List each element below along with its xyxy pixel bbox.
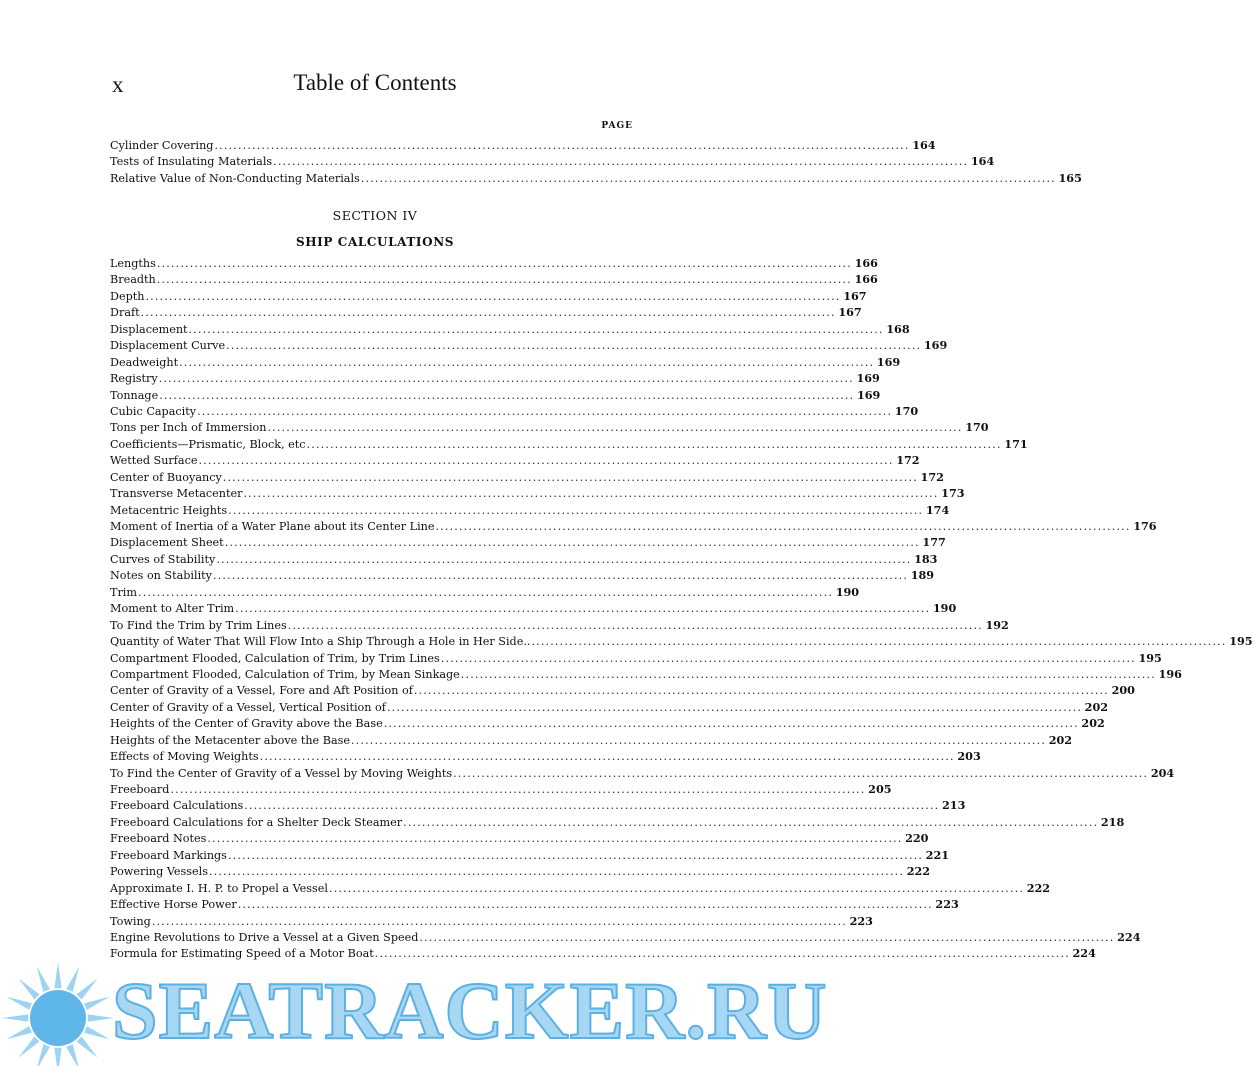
dot-leader: [209, 864, 904, 880]
sun-ray: [37, 966, 50, 992]
dot-leader: [351, 733, 1046, 749]
dot-leader: [414, 683, 1109, 699]
toc-entry-title: Heights of the Metacenter above the Base: [110, 733, 350, 747]
toc-entry-page: 205: [868, 782, 892, 796]
toc-entry: [110, 847, 950, 863]
sun-ray: [6, 1026, 32, 1039]
toc-entry: [110, 650, 1162, 666]
dot-leader: [384, 716, 1079, 732]
toc-entry-page: 202: [1084, 699, 1109, 714]
toc-entry: [110, 633, 1253, 649]
dot-leader: [329, 881, 1024, 897]
dot-leader: [387, 700, 1082, 716]
toc-entry-title: Compartment Flooded, Calculation of Trim, by Trim Lines: [110, 651, 440, 665]
toc-entry-page: 168: [886, 321, 910, 336]
toc-entry: [110, 354, 901, 370]
toc-entry-page: 166: [854, 256, 878, 270]
toc-entry: [110, 715, 1105, 731]
toc-entry-title: Moment of Inertia of a Water Plane about its Center Line: [110, 520, 435, 533]
sun-ray: [77, 1037, 98, 1058]
section-number: SECTION IV: [332, 208, 418, 223]
dot-leader: [228, 848, 923, 864]
dot-leader: [453, 766, 1148, 782]
toc-entry-page: 213: [942, 798, 966, 813]
toc-entry-page: 170: [894, 403, 919, 418]
toc-entry: [110, 781, 892, 797]
toc-entry: [110, 153, 995, 169]
toc-entry-title: Cubic Capacity: [110, 404, 197, 418]
toc-entry-page: 165: [1058, 170, 1082, 185]
toc-entry: [110, 370, 880, 386]
toc-entry-title: Freeboard Markings: [110, 848, 227, 862]
toc-entry-page: 169: [856, 371, 880, 386]
toc-entry-page: 176: [1133, 519, 1157, 533]
sun-ray: [54, 962, 61, 988]
sun-ray: [66, 966, 79, 992]
dot-leader: [435, 519, 1130, 535]
toc-entry: [110, 863, 931, 879]
dot-leader: [307, 437, 1002, 453]
dot-leader: [403, 815, 1098, 831]
toc-entry-page: 177: [922, 535, 946, 550]
toc-entry-page: 169: [876, 354, 901, 369]
toc-entry-title: Coefficients—Prismatic, Block, etc: [110, 437, 306, 451]
toc-entry-title: Curves of Stability: [110, 552, 216, 566]
dot-leader: [461, 667, 1156, 683]
toc-continued-list: [110, 137, 1082, 186]
toc-entry: [110, 502, 950, 518]
toc-entry: [110, 814, 1125, 830]
page-column-header: PAGE: [601, 121, 633, 131]
toc-entry-page: 218: [1100, 814, 1125, 829]
toc-entry: [110, 534, 946, 550]
toc-entry: [110, 880, 1051, 896]
dot-leader: [225, 535, 920, 551]
toc-entry-page: 167: [838, 305, 862, 320]
toc-entry-page: 173: [941, 486, 965, 501]
toc-entry-title: Effective Horse Power: [110, 898, 237, 912]
toc-entry-title: Breadth: [110, 273, 156, 287]
toc-entry-title: Displacement Curve: [110, 339, 226, 353]
toc-entry-page: 195: [1229, 634, 1253, 649]
toc-entry-title: Heights of the Center of Gravity above the Base: [110, 717, 383, 731]
dot-leader: [260, 749, 955, 765]
toc-entry: [110, 682, 1135, 698]
toc-entry-page: 223: [849, 913, 873, 928]
toc-entry: [110, 321, 910, 337]
toc-entry: [110, 551, 938, 567]
toc-entry-page: 164: [970, 154, 995, 169]
toc-entry-page: 174: [925, 502, 950, 517]
toc-entry: [110, 600, 957, 616]
toc-entry: [110, 170, 1082, 186]
toc-entry: [110, 617, 1009, 633]
toc-entry-title: Compartment Flooded, Calculation of Trim, by Mean Sinkage: [110, 667, 460, 681]
toc-entry-title: Transverse Metacenter: [110, 487, 243, 501]
toc-entry-title: Depth: [110, 289, 145, 303]
toc-entry-title: To Find the Center of Gravity of a Vessel by Moving Weights: [110, 766, 453, 780]
toc-entry-page: 190: [932, 601, 957, 616]
toc-entry-title: Relative Value of Non-Conducting Materials: [110, 171, 360, 185]
dot-leader: [198, 453, 893, 469]
toc-entry-title: Tests of Insulating Materials: [110, 155, 273, 169]
toc-entry-title: Lengths: [110, 257, 156, 270]
toc-entry: [110, 419, 989, 435]
toc-entry-title: Center of Buoyancy: [110, 470, 222, 484]
toc-entry-page: 190: [835, 584, 860, 599]
toc-entry-title: Tonnage: [110, 388, 159, 402]
toc-entry-page: 200: [1111, 683, 1135, 698]
toc-entry-title: Center of Gravity of a Vessel, Fore and Aft Position of: [110, 684, 413, 698]
dot-leader: [145, 289, 840, 305]
toc-entry-title: Freeboard Calculations for a Shelter Deck Steamer: [110, 815, 403, 829]
toc-entry-page: 169: [923, 338, 948, 353]
toc-entry-page: 164: [912, 138, 936, 152]
dot-leader: [157, 272, 852, 288]
dot-leader: [273, 154, 968, 170]
toc-entry: [110, 797, 966, 813]
toc-entry: [110, 271, 878, 287]
toc-entry-title: To Find the Trim by Trim Lines: [110, 618, 287, 632]
dot-leader: [244, 798, 939, 814]
toc-entry-page: 192: [985, 617, 1009, 632]
toc-entry-title: Metacentric Heights: [110, 503, 228, 517]
toc-entry-page: 223: [935, 897, 959, 912]
toc-entry-page: 204: [1150, 765, 1175, 780]
toc-entry-title: Powering Vessels: [110, 865, 208, 879]
toc-entry-title: Approximate I. H. P. to Propel a Vessel: [110, 881, 328, 895]
toc-entry-page: 171: [1004, 436, 1028, 451]
sun-ray: [37, 1044, 50, 1066]
sun-ray: [18, 1037, 39, 1058]
toc-entry-page: 222: [906, 864, 931, 879]
dot-leader: [179, 355, 874, 371]
toc-entry-title: Moment to Alter Trim: [110, 602, 235, 616]
toc-entry: [110, 387, 881, 403]
toc-entry-page: 172: [896, 453, 920, 468]
dot-leader: [361, 171, 1056, 187]
toc-entry-page: 189: [910, 568, 935, 583]
dot-leader: [288, 618, 983, 634]
toc-entry: [110, 896, 959, 912]
toc-entry-title: Registry: [110, 372, 158, 386]
toc-entry: [110, 666, 1182, 682]
toc-entry: [110, 288, 867, 304]
dot-leader: [216, 552, 911, 568]
toc-entry-page: 202: [1048, 732, 1073, 747]
toc-entry-page: 169: [856, 387, 881, 402]
toc-entry-page: 167: [843, 288, 867, 303]
toc-entry: [110, 485, 965, 501]
dot-leader: [214, 138, 909, 154]
dot-leader: [159, 388, 854, 404]
toc-entry: [110, 913, 873, 929]
toc-entry: [110, 830, 929, 846]
dot-leader: [267, 420, 962, 436]
dot-leader: [189, 322, 884, 338]
toc-entry-title: Center of Gravity of a Vessel, Vertical Position of: [110, 700, 386, 714]
toc-entry-page: 202: [1081, 716, 1105, 731]
toc-entry-page: 166: [854, 272, 878, 287]
dot-leader: [138, 585, 833, 601]
toc-entry-title: Engine Revolutions to Drive a Vessel at a Given Speed: [110, 930, 419, 944]
toc-entry-title: Cylinder Covering: [110, 139, 214, 152]
toc-entry-page: 196: [1158, 666, 1182, 681]
toc-entry-title: Displacement Sheet: [110, 536, 224, 550]
page-title: Table of Contents: [293, 70, 457, 95]
toc-entry-page: 224: [1117, 929, 1141, 944]
dot-leader: [207, 831, 902, 847]
toc-entry-title: Towing: [110, 914, 151, 928]
page-number: x: [112, 72, 124, 97]
toc-entry-title: Wetted Surface: [110, 454, 198, 468]
toc-entry-title: Tons per Inch of Immersion: [110, 421, 267, 435]
toc-entry: [110, 929, 1141, 945]
sun-ray: [84, 997, 110, 1010]
toc-entry-page: 172: [920, 469, 944, 484]
toc-entry-page: 221: [925, 847, 950, 862]
toc-entry-title: Quantity of Water That Will Flow Into a Ship Through a Hole in Her Side..: [110, 635, 531, 649]
section-title: SHIP CALCULATIONS: [295, 235, 455, 249]
watermark-text: SEATRACKER.RU: [112, 965, 828, 1056]
toc-entry-title: Draft: [110, 306, 140, 320]
toc-entry-title: Freeboard: [110, 783, 170, 796]
dot-leader: [531, 634, 1226, 650]
toc-entry-page: 220: [905, 831, 929, 846]
toc-entry: [110, 765, 1175, 781]
toc-entry: [110, 732, 1073, 748]
dot-leader: [170, 782, 865, 798]
toc-entry: [110, 255, 878, 271]
toc-entry-title: Displacement: [110, 322, 188, 336]
toc-entry-title: Trim: [110, 585, 137, 599]
toc-entry-page: 203: [957, 749, 981, 764]
toc-entry-page: 224: [1072, 946, 1096, 961]
toc-entry-title: Deadweight: [110, 355, 179, 369]
toc-entry: [110, 699, 1109, 715]
sun-ray: [84, 1026, 110, 1039]
toc-entry: [110, 436, 1028, 452]
toc-entry: [110, 518, 1157, 534]
dot-leader: [441, 651, 1136, 667]
sun-ray: [77, 978, 98, 999]
toc-entry: [110, 748, 981, 764]
dot-leader: [228, 503, 923, 519]
sun-ray: [54, 1048, 61, 1066]
toc-entry-page: 195: [1138, 650, 1162, 665]
dot-leader: [141, 305, 836, 321]
dot-leader: [243, 486, 938, 502]
toc-entry: [110, 567, 935, 583]
toc-entry: [110, 584, 860, 600]
toc-entry-page: 183: [914, 551, 938, 566]
sun-ray: [6, 997, 32, 1010]
toc-entry: [110, 403, 919, 419]
toc-entry: [110, 469, 944, 485]
toc-entry-title: Notes on Stability: [110, 569, 212, 583]
sun-ray: [18, 978, 39, 999]
toc-entry-title: Effects of Moving Weights: [110, 750, 259, 764]
dot-leader: [152, 914, 847, 930]
dot-leader: [419, 930, 1114, 946]
sun-ray: [88, 1014, 114, 1021]
dot-leader: [213, 568, 908, 584]
toc-entry: [110, 337, 948, 353]
dot-leader: [157, 256, 852, 272]
toc-entry-title: Freeboard Calculations: [110, 799, 244, 813]
dot-leader: [238, 897, 933, 913]
dot-leader: [159, 371, 854, 387]
dot-leader: [226, 338, 921, 354]
toc-entry-page: 170: [965, 420, 989, 435]
sun-ray: [66, 1044, 79, 1066]
toc-entry: [110, 137, 936, 153]
toc-entry: [110, 304, 862, 320]
toc-section-list: [110, 255, 1253, 962]
dot-leader: [223, 470, 918, 486]
toc-entry-page: 222: [1026, 880, 1051, 895]
sun-ray: [2, 1014, 28, 1021]
dot-leader: [197, 404, 892, 420]
dot-leader: [235, 601, 930, 617]
toc-entry: [110, 452, 920, 468]
toc-entry-title: Freeboard Notes: [110, 832, 207, 846]
toc-entry-title: Formula for Estimating Speed of a Motor Boat: [110, 947, 374, 961]
